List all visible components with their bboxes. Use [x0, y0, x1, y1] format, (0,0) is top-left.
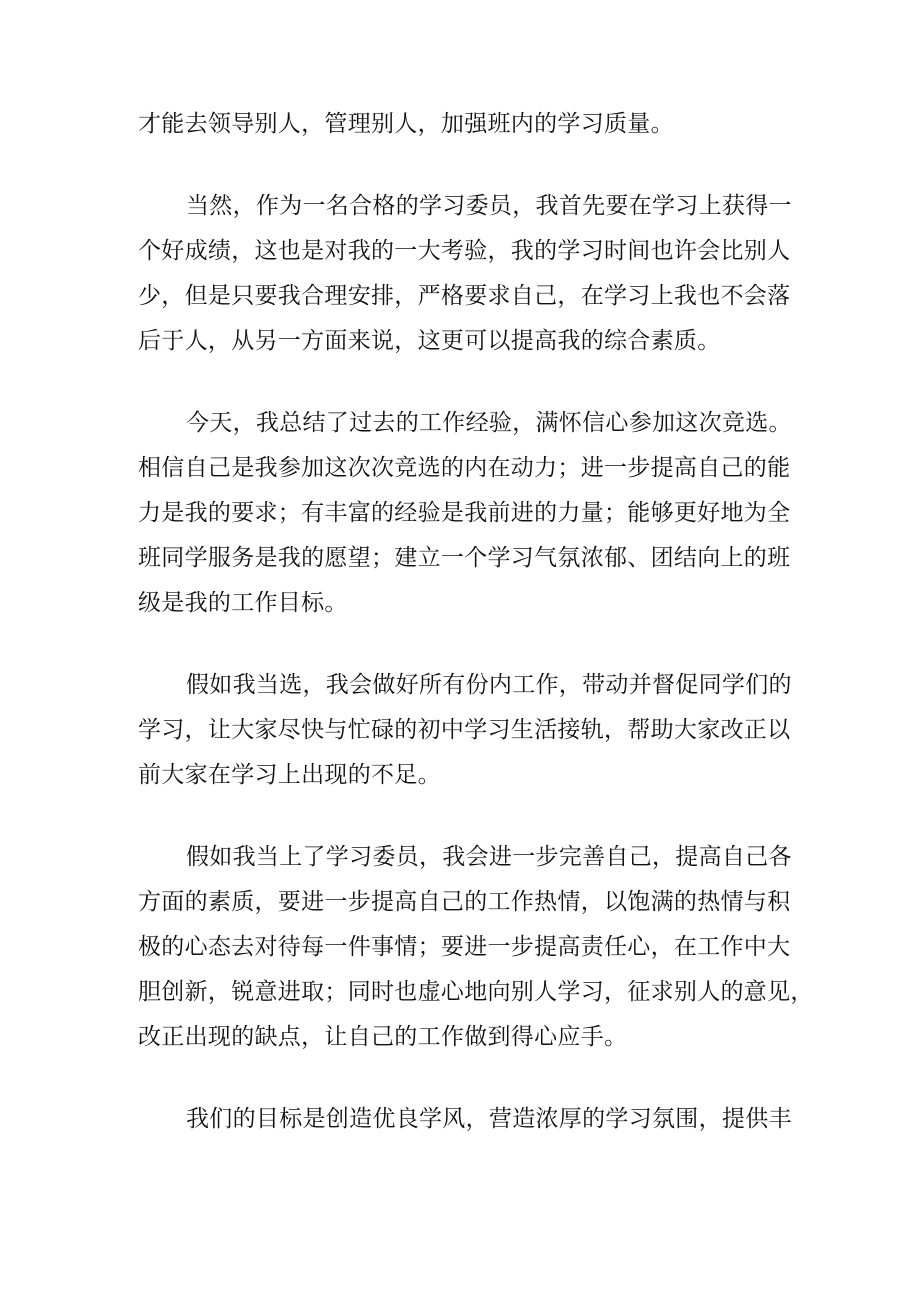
paragraph-1-line-1: 才能去领导别人，管理别人，加强班内的学习质量。 [138, 111, 674, 137]
paragraph-2-line-2: 个好成绩，这也是对我的一大考验，我的学习时间也许会比别人 [138, 238, 791, 264]
paragraph-4-line-1: 假如我当选，我会做好所有份内工作，带动并督促同学们的 [186, 672, 792, 698]
paragraph-3-line-4: 班同学服务是我的愿望；建立一个学习气氛浓郁、团结向上的班 [138, 545, 791, 571]
paragraph-2-line-3: 少，但是只要我合理安排，严格要求自己，在学习上我也不会落 [138, 283, 791, 309]
paragraph-3-line-5: 级是我的工作目标。 [138, 590, 348, 616]
paragraph-5-line-4: 胆创新，锐意进取；同时也虚心地向别人学习，征求别人的意见， [138, 979, 814, 1005]
paragraph-3-line-2: 相信自己是我参加这次次竞选的内在动力；进一步提高自己的能 [138, 455, 791, 481]
paragraph-3-line-1: 今天，我总结了过去的工作经验，满怀信心参加这次竞选。 [186, 410, 792, 436]
paragraph-2-line-4: 后于人，从另一方面来说，这更可以提高我的综合素质。 [138, 328, 721, 354]
paragraph-5-line-3: 极的心态去对待每一件事情；要进一步提高责任心，在工作中大 [138, 934, 791, 960]
paragraph-4-line-2: 学习，让大家尽快与忙碌的初中学习生活接轨，帮助大家改正以 [138, 717, 791, 743]
paragraph-4-line-3: 前大家在学习上出现的不足。 [138, 762, 441, 788]
paragraph-5-line-2: 方面的素质，要进一步提高自己的工作热情，以饱满的热情与积 [138, 889, 791, 915]
paragraph-5-line-5: 改正出现的缺点，让自己的工作做到得心应手。 [138, 1024, 628, 1050]
paragraph-3-line-3: 力是我的要求；有丰富的经验是我前进的力量；能够更好地为全 [138, 500, 791, 526]
paragraph-2-line-1: 当然，作为一名合格的学习委员，我首先要在学习上获得一 [186, 193, 792, 219]
paragraph-5-line-1: 假如我当上了学习委员，我会进一步完善自己，提高自己各 [186, 844, 792, 870]
paragraph-6-line-1: 我们的目标是创造优良学风，营造浓厚的学习氛围，提供丰 [186, 1106, 792, 1132]
